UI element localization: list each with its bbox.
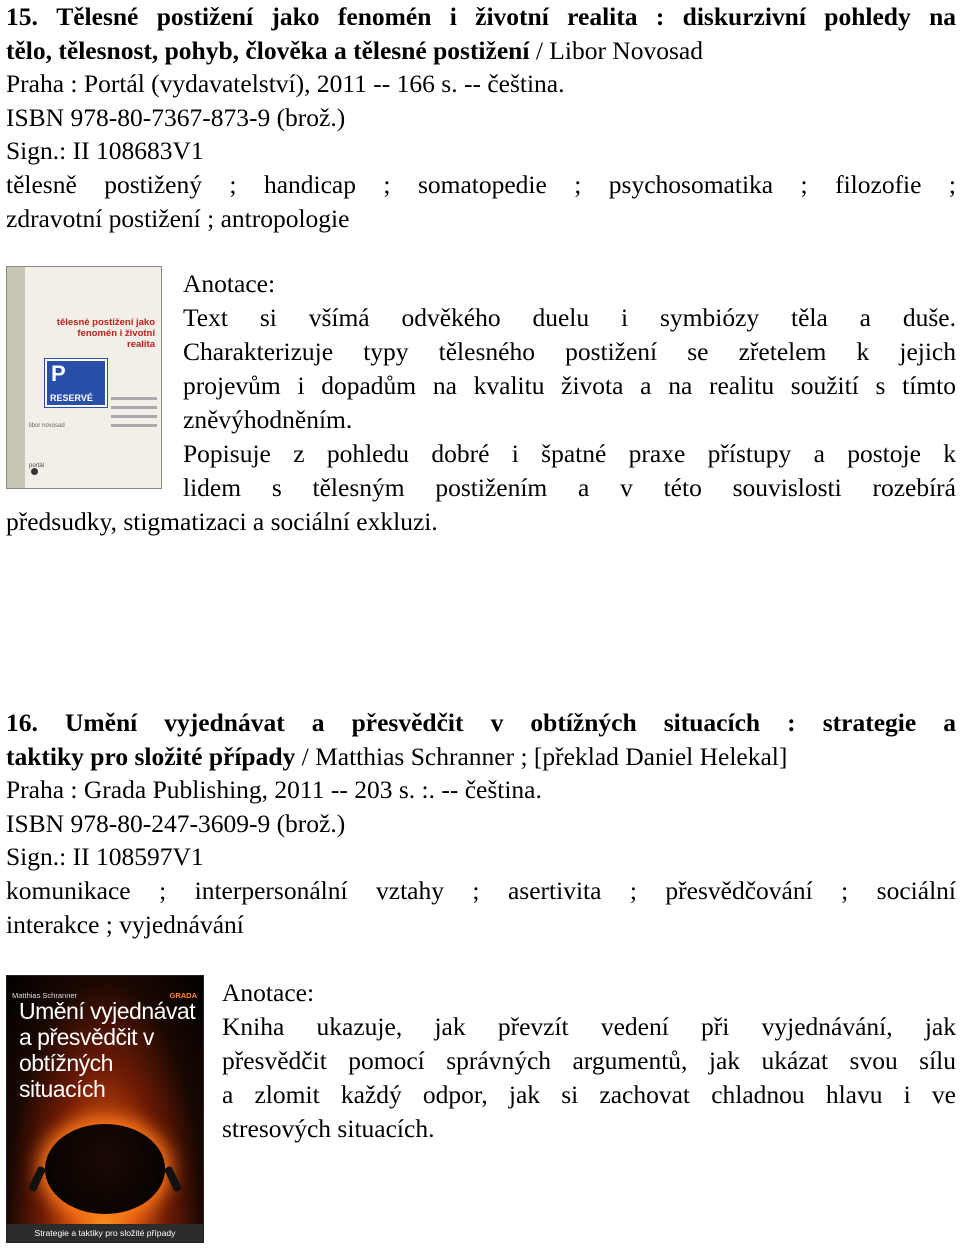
call-number: Sign.: II 108683V1 [6,136,204,166]
keywords: komunikace ; interpersonální vztahy ; asertivita ; přesvědčování ; sociální [6,875,956,905]
cover-author: libor novosad [29,423,65,429]
publisher-logo: GRADA [169,991,197,1000]
book-author: Matthias Schranner ; [překlad Daniel Helekal] [315,741,788,771]
annotation-text: Text si všímá odvěkého duelu i symbiózy těla a duše. [183,303,956,332]
book-title-line: taktiky pro složité případy / Matthias Schranner ; [překlad Daniel Helekal] [6,741,788,771]
cover-title: tělesné postižení jako fenomén i životní realita [56,317,155,350]
book-cover-image [6,266,162,489]
cover-spine-stripe [7,267,25,488]
annotation-text: předsudky, stigmatizaci a sociální exkluzi. [6,507,438,536]
book-entry-16 [6,706,956,941]
cover-blurb [111,397,157,433]
planet-illustration-icon [45,1124,165,1214]
book-title-line [6,0,956,34]
book-title-line [6,706,956,740]
annotation-text: Popisuje z pohledu dobré i špatné praxe přístupy a postoje k [183,439,956,468]
book-title-continued: tělo, tělesnost, pohyb, člověka a tělesné postižení [6,35,530,65]
annotation-text: Charakterizuje typy tělesného postižení se zřetelem k jejich [183,337,956,366]
cover-title: Umění vyjednávat a přesvědčit v obtížných situacích [19,998,196,1102]
cover-subtitle: Strategie a taktiky pro složité případy [7,1224,203,1242]
cover-publisher: portál [29,463,45,470]
annotation-text: přesvědčit pomocí správných argumentů, jak ukázat svou sílu [222,1046,956,1075]
annotation-text: lidem s tělesným postižením a v této souvislosti rozebírá [183,473,956,502]
isbn: ISBN 978-80-247-3609-9 (brož.) [6,808,346,838]
book-entry-15 [6,0,956,235]
publication-info: Praha : Portál (vydavatelství), 2011 -- 166 s. -- čeština. [6,69,565,99]
book-author: Libor Novosad [549,35,703,65]
annotation-text: a zlomit každý odpor, jak si zachovat chladnou hlavu i ve [222,1080,956,1109]
book-title: Umění vyjednávat a přesvědčit v obtížných situacích : strategie a [64,708,957,737]
cover-author: Matthias Schranner [12,991,78,1000]
parking-sign-icon: P RESERVÉ [45,359,107,407]
annotation-text: projevům i dopadům na kvalitu života a na realitu soužití s tímto [183,371,956,400]
keywords: tělesně postižený ; handicap ; somatopedie ; psychosomatika ; filozofie ; [6,169,956,199]
isbn: ISBN 978-80-7367-873-9 (brož.) [6,102,346,132]
annotation-text: zněvýhodněním. [183,405,353,434]
annotation-text: Kniha ukazuje, jak převzít vedení při vyjednávání, jak [222,1012,956,1041]
entry-number: 15. [6,2,38,31]
figure-pushing-icon [164,1166,182,1193]
book-cover-image [6,975,204,1243]
book-title-line: tělo, tělesnost, pohyb, člověka a tělesné postižení / Libor Novosad [6,35,703,65]
entry-number: 16. [6,708,38,737]
book-title: Tělesné postižení jako fenomén i životní realita : diskurzivní pohledy na [56,2,957,31]
keywords-continued: zdravotní postižení ; antropologie [6,203,350,233]
figure-pushing-icon [28,1166,46,1193]
keywords-continued: interakce ; vyjednávání [6,909,244,939]
annotation-text: stresových situacích. [222,1114,435,1143]
book-title-continued: taktiky pro složité případy [6,741,296,771]
annotation-label: Anotace: [222,978,315,1007]
publication-info: Praha : Grada Publishing, 2011 -- 203 s. :. -- čeština. [6,775,542,805]
annotation-label: Anotace: [183,269,276,298]
call-number: Sign.: II 108597V1 [6,842,204,872]
